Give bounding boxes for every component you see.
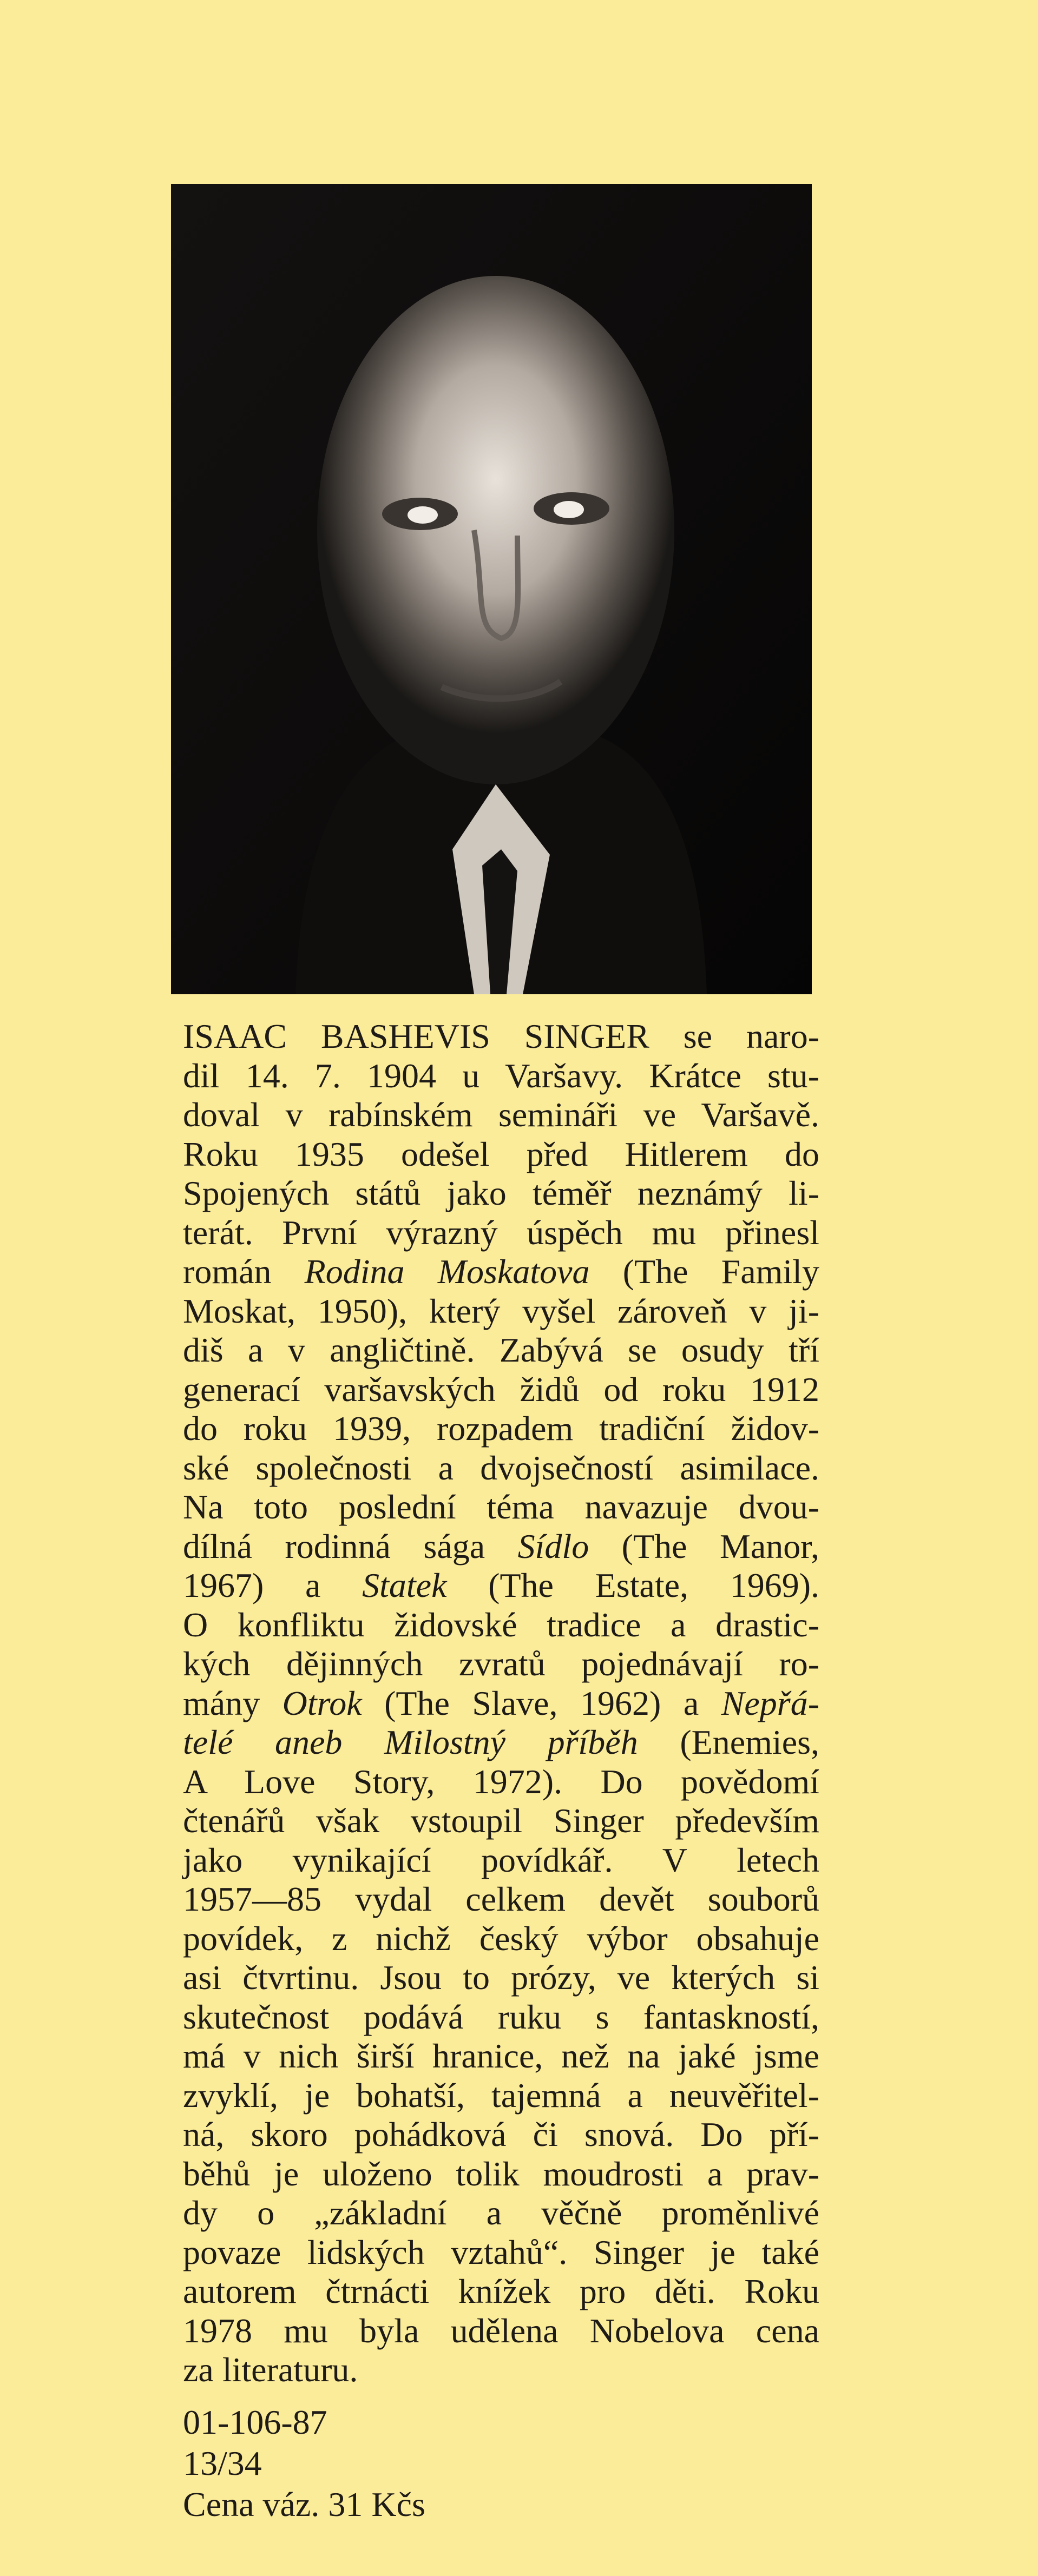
bio-line: O konfliktu židovské tradice a drastic- (183, 1605, 819, 1644)
bio-line: A Love Story, 1972). Do povědomí (183, 1762, 819, 1801)
bio-line: Moskat, 1950), který vyšel zároveň v ji- (183, 1291, 819, 1330)
bio-line: 1978 mu byla udělena Nobelova cena (183, 2311, 819, 2350)
bio-line: skutečnost podává ruku s fantaskností, (183, 1997, 819, 2036)
catalog-code: 01-106-87 (183, 2403, 327, 2441)
bio-line: telé aneb Milostný příběh (Enemies, (183, 1723, 820, 1761)
price-label: Cena váz. 31 Kčs (183, 2485, 425, 2524)
book-title: Otrok (282, 1683, 362, 1722)
author-portrait (171, 184, 812, 994)
catalog-number: 13/34 (183, 2444, 262, 2482)
book-title: telé aneb Milostný příběh (183, 1723, 638, 1761)
bio-line: mány Otrok (The Slave, 1962) a Nepřá- (183, 1683, 820, 1722)
bio-line: kých dějinných zvratů pojednávají ro- (183, 1644, 819, 1683)
author-biography (183, 1017, 819, 2390)
bio-line: Spojených států jako téměř neznámý li- (183, 1174, 819, 1212)
publication-info (183, 2402, 425, 2525)
bio-line: terát. První výrazný úspěch mu přinesl (183, 1213, 819, 1252)
bio-line: běhů je uloženo tolik moudrosti a prav- (183, 2154, 819, 2193)
book-title: Rodina Moskatova (304, 1252, 590, 1291)
bio-line: čtenářů však vstoupil Singer především (183, 1801, 819, 1840)
bio-line: za literaturu. (183, 2350, 358, 2389)
bio-line: diš a v angličtině. Zabývá se osudy tří (183, 1331, 819, 1369)
bio-line: román Rodina Moskatova (The Family (183, 1252, 820, 1291)
bio-line: asi čtvrtinu. Jsou to prózy, ve kterých si (183, 1958, 819, 1997)
bio-line: povaze lidských vztahů“. Singer je také (183, 2232, 819, 2271)
bio-line: ISAAC BASHEVIS SINGER se naro- (183, 1017, 819, 1055)
bio-line: dy o „základní a věčně proměnlivé (183, 2194, 819, 2232)
bio-line: generací varšavských židů od roku 1912 (183, 1370, 819, 1409)
bio-line: Roku 1935 odešel před Hitlerem do (183, 1134, 819, 1173)
bio-line: ské společnosti a dvojsečností asimilace. (183, 1448, 819, 1487)
book-title: Statek (362, 1566, 447, 1604)
bio-line: Na toto poslední téma navazuje dvou- (183, 1488, 819, 1526)
bio-line: 1957—85 vydal celkem devět souborů (183, 1880, 819, 1918)
bio-line: doval v rabínském semináři ve Varšavě. (183, 1095, 819, 1134)
bio-line: autorem čtrnácti knížek pro děti. Roku (183, 2272, 819, 2310)
bio-line: ná, skoro pohádková či snová. Do pří- (183, 2115, 819, 2154)
bio-line: dil 14. 7. 1904 u Varšavy. Krátce stu- (183, 1056, 819, 1095)
bio-line: dílná rodinná sága Sídlo (The Manor, (183, 1527, 820, 1566)
book-title: Nepřá- (721, 1683, 820, 1722)
bio-line: do roku 1939, rozpadem tradiční židov- (183, 1409, 819, 1448)
bio-line: má v nich širší hranice, než na jaké jsme (183, 2037, 819, 2075)
bio-line: povídek, z nichž český výbor obsahuje (183, 1919, 819, 1958)
bio-line: jako vynikající povídkář. V letech (183, 1840, 819, 1879)
book-title: Sídlo (517, 1527, 589, 1566)
bio-line: 1967) a Statek (The Estate, 1969). (183, 1566, 820, 1604)
portrait-photo-icon (171, 184, 812, 994)
bio-line: zvyklí, je bohatší, tajemná a neuvěřitel- (183, 2076, 819, 2115)
